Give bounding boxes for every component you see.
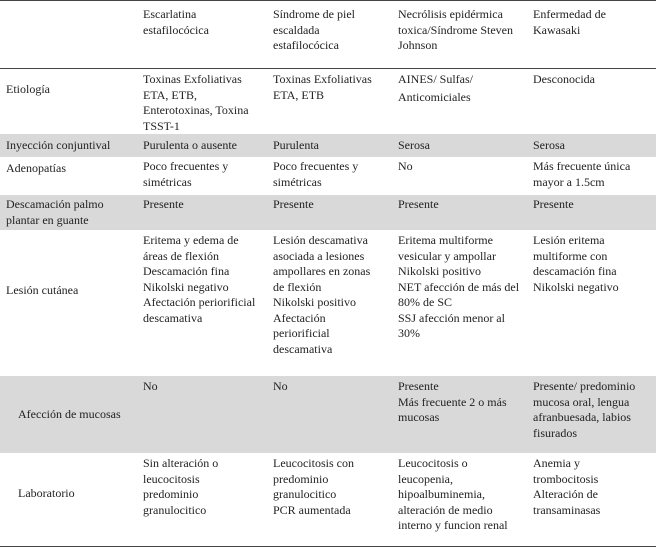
text-line: Toxinas Exfoliativas <box>143 72 242 86</box>
text-line: Más frecuente 2 o más <box>398 394 507 409</box>
text-line: Afección de mucosas <box>18 407 121 421</box>
text-line: mucosas <box>398 410 440 424</box>
text-line: 30% <box>398 326 420 340</box>
text-line: Inyección conjuntival <box>6 138 111 152</box>
header-cell-piel-escaldada <box>269 1 394 54</box>
text-line: SSJ afección menor al <box>398 310 505 325</box>
text-line: mayor a 1.5cm <box>533 174 605 189</box>
text-line: simétricas <box>273 174 322 189</box>
text-line: toxica/Síndrome Steven <box>398 22 513 37</box>
row-label <box>0 69 139 98</box>
row-label <box>0 157 139 177</box>
table-cell <box>139 230 269 326</box>
text-line: Enfermedad de <box>533 7 606 21</box>
table-cell <box>394 230 529 342</box>
row-label <box>0 453 139 502</box>
text-line: Eritema y edema de <box>143 233 239 247</box>
table-cell <box>269 157 394 190</box>
table-cell <box>269 195 394 213</box>
text-line: 80% de SC <box>398 295 452 309</box>
header-row <box>0 0 656 68</box>
text-line: interno y funcion renal <box>398 518 508 532</box>
text-line: Poco frecuentes y <box>273 159 359 173</box>
table-row-descamacion <box>0 195 656 230</box>
text-line: Escarlatina <box>143 7 197 21</box>
text-line: predominio <box>273 471 329 486</box>
table-cell <box>394 157 529 175</box>
text-line: Purulenta o ausente <box>143 138 237 152</box>
text-line: Toxinas Exfoliativas <box>273 72 372 86</box>
table-cell <box>529 157 656 190</box>
table-cell <box>394 195 529 213</box>
text-line: hipoalbuminemia, <box>398 487 485 501</box>
text-line: Leucocitosis con <box>273 456 354 470</box>
text-line: estafilocócica <box>273 38 339 52</box>
text-line: descamativa <box>273 341 333 356</box>
table-cell <box>394 376 529 426</box>
text-line: Serosa <box>398 138 430 152</box>
text-line: granulocitico <box>143 502 207 517</box>
text-line: Nikolski negativo <box>533 279 619 294</box>
text-line: Lesión eritema <box>533 233 605 247</box>
text-line: Purulenta <box>273 138 319 152</box>
text-line: estafilocócica <box>143 22 209 37</box>
text-line: Eritema multiforme <box>398 233 493 247</box>
text-line: No <box>398 159 413 173</box>
text-line: Afectación <box>273 310 326 325</box>
table-cell <box>139 134 269 154</box>
table-cell <box>394 453 529 534</box>
text-line: leucocitosis <box>143 471 200 486</box>
text-line: Kawasaki <box>533 22 581 37</box>
text-line: descamativa <box>143 310 203 325</box>
text-line: Enterotoxinas, Toxina <box>143 103 249 117</box>
text-line: Afectación periorificial <box>143 295 256 309</box>
text-line: Descamación fina <box>143 264 230 278</box>
table-cell <box>139 69 269 134</box>
text-line: Lesión cutánea <box>6 283 79 297</box>
text-line: NET afección de más del <box>398 279 520 294</box>
text-line: simétricas <box>143 174 192 189</box>
table-cell <box>529 134 656 154</box>
text-line: afranbuesada, labios <box>533 410 631 424</box>
text-line: leucopenia, <box>398 471 453 486</box>
text-line: escaldada <box>273 22 320 37</box>
table-cell <box>394 134 529 154</box>
text-line: Alteración de <box>533 487 598 501</box>
text-line: Anemia y <box>533 456 580 470</box>
table-row-adenopatias <box>0 157 656 195</box>
text-line: de flexión <box>273 279 322 294</box>
text-line: Adenopatías <box>6 161 66 175</box>
text-line: Laboratorio <box>18 486 75 500</box>
text-line: asociada a lesiones <box>273 248 365 263</box>
text-line: granulocitico <box>273 487 337 501</box>
text-line: No <box>273 379 288 393</box>
table-cell <box>394 69 529 105</box>
header-cell-escarlatina <box>139 1 269 38</box>
table-row-lesion-cutanea <box>0 230 656 376</box>
text-line: Serosa <box>533 138 565 152</box>
text-line: Nikolski negativo <box>143 279 229 294</box>
table-cell <box>139 376 269 395</box>
text-line: Nikolski positivo <box>273 295 357 309</box>
table-row-etiologia <box>0 68 656 134</box>
text-line: predominio <box>143 487 199 501</box>
header-cell-kawasaki <box>529 1 656 38</box>
row-label <box>0 230 139 299</box>
text-line: Poco frecuentes y <box>143 159 229 173</box>
table-row-afeccion-mucosas <box>0 376 656 453</box>
text-line: plantar en guante <box>6 212 89 227</box>
text-line: No <box>143 379 158 393</box>
header-cell-necrolisis <box>394 1 529 54</box>
text-line: Más frecuente única <box>533 159 631 173</box>
text-line: ETA, ETB <box>273 87 325 102</box>
table-cell <box>529 69 656 88</box>
text-line: TSST-1 <box>143 118 180 133</box>
text-line: Presente/ predominio <box>533 379 636 393</box>
table-cell <box>139 453 269 518</box>
text-line: transaminasas <box>533 502 601 517</box>
table-cell <box>139 157 269 190</box>
table-cell <box>269 230 394 357</box>
table-row-inyeccion-conjuntival <box>0 134 656 157</box>
text-line: ETA, ETB, <box>143 87 198 102</box>
row-label <box>0 376 139 423</box>
text-line: Johnson <box>398 38 438 52</box>
row-label <box>0 134 139 154</box>
table-cell <box>269 69 394 103</box>
text-line: alteración de medio <box>398 502 493 517</box>
table-cell <box>269 134 394 154</box>
text-line: Síndrome de piel <box>273 7 355 21</box>
text-line: vesicular y ampollar <box>398 248 496 263</box>
text-line: mucosa oral, lengua <box>533 394 630 409</box>
text-line: Nikolski positivo <box>398 264 482 278</box>
text-line: Etiología <box>6 82 50 96</box>
table-cell <box>269 453 394 518</box>
text-line: Lesión descamativa <box>273 233 368 247</box>
header-cell-empty <box>0 1 139 4</box>
text-line: Presente <box>533 197 574 211</box>
text-line: Desconocida <box>533 72 595 86</box>
text-line: trombocitosis <box>533 471 599 486</box>
text-line: Descamación palmo <box>6 197 104 211</box>
text-line: Anticomiciales <box>398 89 471 104</box>
text-line: descamación fina <box>533 264 617 278</box>
text-line: Sin alteración o <box>143 456 219 470</box>
text-line: multiforme con <box>533 248 608 263</box>
table-cell <box>529 230 656 295</box>
text-line: Presente <box>398 379 439 393</box>
table-cell <box>139 195 269 213</box>
text-line: fisurados <box>533 425 577 440</box>
text-line: Presente <box>143 197 184 211</box>
text-line: Leucocitosis o <box>398 456 468 470</box>
table-cell <box>529 195 656 213</box>
table-cell <box>529 376 656 441</box>
table-row-laboratorio <box>0 453 656 547</box>
text-line: Presente <box>398 197 439 211</box>
table-cell <box>529 453 656 518</box>
table-cell <box>269 376 394 395</box>
text-line: Presente <box>273 197 314 211</box>
text-line: áreas de flexión <box>143 248 219 263</box>
text-line: PCR aumentada <box>273 502 351 517</box>
text-line: AINES/ Sulfas/ <box>398 72 473 86</box>
row-label <box>0 195 139 228</box>
text-line: ampollares en zonas <box>273 264 371 278</box>
text-line: Necrólisis epidérmica <box>398 7 503 21</box>
text-line: periorificial <box>273 326 330 340</box>
